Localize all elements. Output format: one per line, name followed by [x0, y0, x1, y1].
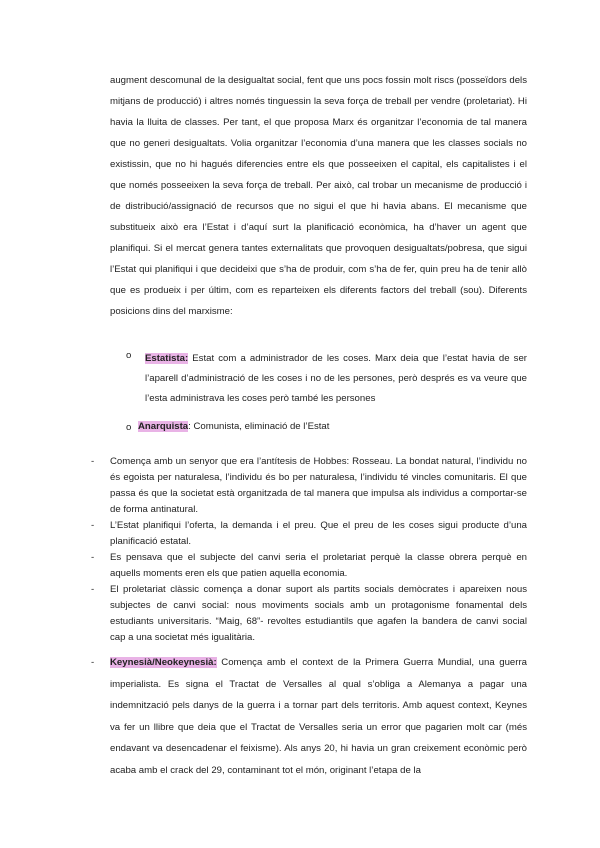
list-item-text: El proletariat clàssic comença a donar suport als partits socials demòcrates i apareixen nous subjectes de canvi social: nous moviments socials amb un protagonisme fonamental dels estudiants universitaris. “Maig, 68”- revoltes estudiantils que agafen la bandera de canvi social cap a una societat més igualitària. — [110, 584, 527, 643]
highlight-label-keynes: Keynesià/Neokeynesià: — [110, 657, 217, 668]
sub-bullet-text: : Comunista, eliminació de l’Estat — [188, 421, 330, 432]
sub-bullet-text: Estat com a administrador de les coses. Marx deia que l’estat havia de ser l’aparell d’administració de les coses i no de les persones, però després es va veure que l’esta administrava les coses però també les persones — [145, 353, 527, 404]
dash-marker: - — [91, 584, 95, 595]
list-item — [91, 550, 527, 582]
dash-marker: - — [91, 456, 95, 467]
list-item — [91, 518, 527, 550]
list-item — [91, 454, 527, 518]
dash-list — [91, 454, 527, 646]
keynes-text: Comença amb el context de la Primera Guerra Mundial, una guerra imperialista. Es signa el Tractat de Versalles al qual s’obliga a Alemanya a pagar una indemnització pels danys de la guerra i a tornar part dels territoris. Amb aquest context, Keynes va fer un llibre que deia que el Tractat de Versalles seria un error que pagarien molt car (més endavant va desencadenar el feixisme). Als anys 20, hi havia un gran creixement econòmic però acaba amb el crack del 29, contaminant tot el món, originant l’etapa de la — [110, 657, 527, 776]
sub-bullet-marker: o — [126, 422, 132, 433]
highlight-label-anarquista: Anarquista — [138, 421, 189, 432]
dash-marker: - — [91, 520, 95, 531]
list-item-text: Comença amb un senyor que era l’antítesis de Hobbes: Rosseau. La bondat natural, l’individu no és egoista per naturalesa, l’individu és bo per naturalesa, l’individu té vincles comunitaris. El que passa és que la societat està organitzada de tal manera que impulsa als individus a comportar-se de forma antinatural. — [110, 456, 527, 515]
dash-marker: - — [91, 552, 95, 563]
list-item-text: Es pensava que el subjecte del canvi seria el proletariat perquè la classe obrera perquè en aquells moments eren els que patien aquella economia. — [110, 552, 527, 579]
sub-bullet-marker: o — [126, 350, 132, 361]
dash-marker: - — [91, 657, 95, 668]
list-item — [91, 582, 527, 646]
keynes-paragraph — [91, 652, 527, 781]
sub-bullet-estatista — [145, 349, 527, 409]
keynes-section — [91, 652, 527, 781]
highlight-label-estatista: Estatista: — [145, 353, 189, 364]
sub-bullet-anarquista — [138, 421, 329, 432]
intro-paragraph: augment descomunal de la desigualtat social, fent que uns pocs fossin molt riscs (posseïdors dels mitjans de producció) i altres només tinguessin la seva força de treball per vendre (proletariat). Hi havia la lluita de classes. Per tant, el que proposa Marx és organitzar l’economia de tal manera que no generi desigualtats. Volia organitzar l’economia d’una manera que les classes socials no existissin, que no hi hagués diferencies entre els que posseeixen el capital, els capitalistes i el que només posseeixen la seva força de treball. Per això, cal trobar un mecanisme de producció i de distribució/assignació de recursos que no sigui el que hi havia abans. El mecanisme que substitueix això era l’Estat i d’aquí surt la planificació econòmica, ha d’haver un agent que planifiqui. Si el mercat genera tantes externalitats que provoquen desigualtats/pobresa, que sigui l’Estat qui planifiqui i que decideixi que s’ha de produir, com s’ha de fer, quin preu ha de tenir allò que es produeix i per últim, com es reparteixen els diferents factors del treball (sou). Diferents posicions dins del marxisme: — [110, 75, 527, 317]
list-item-text: L’Estat planifiqui l’oferta, la demanda i el preu. Que el preu de les coses sigui producte d’una planificació estatal. — [110, 520, 527, 547]
